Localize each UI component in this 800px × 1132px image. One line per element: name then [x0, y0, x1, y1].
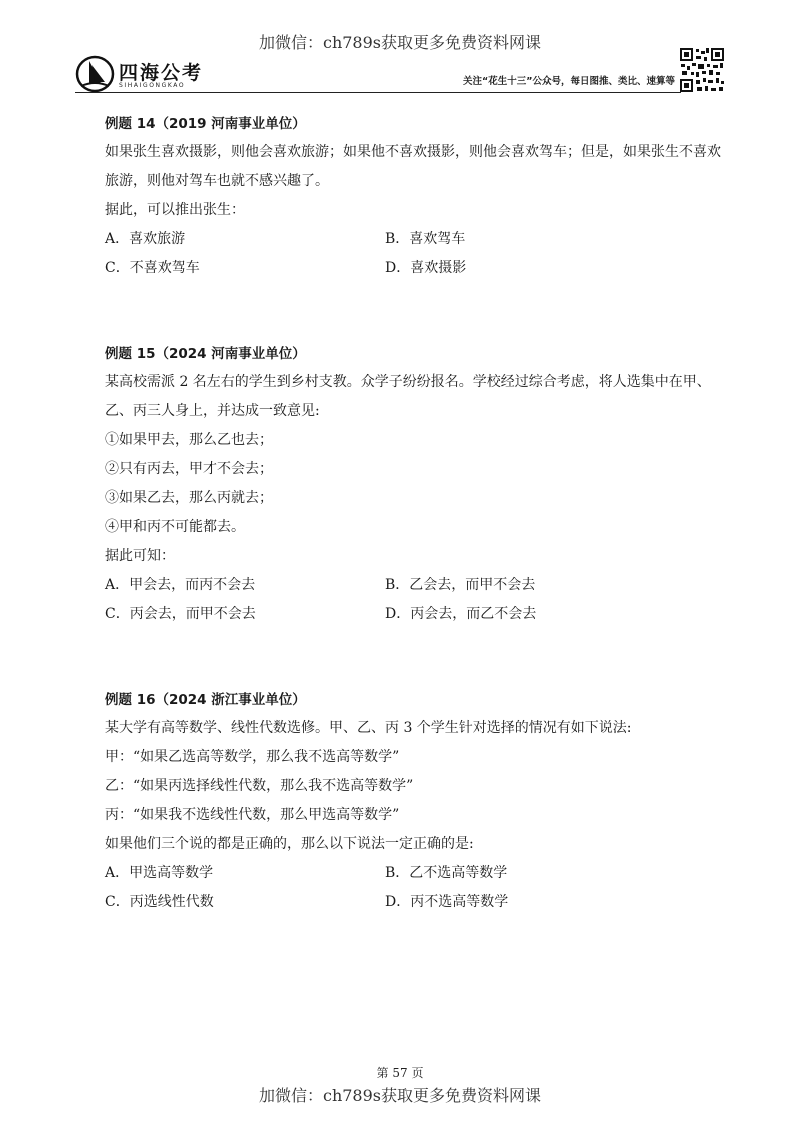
question-prompt: 据此，可以推出张生：	[105, 202, 245, 218]
statement: ③如果乙去，那么丙就去；	[105, 490, 273, 506]
options-row	[105, 254, 725, 283]
option-d: D．丙不选高等数学	[385, 894, 509, 910]
top-watermark: 加微信：ch789s获取更多免费资料网课	[258, 33, 542, 52]
logo-text-en: SIHAIGONGKAO	[119, 82, 186, 89]
question-stem: 某大学有高等数学、线性代数选修。甲、乙、丙 3 个学生针对选择的情况有如下说法:	[105, 720, 632, 736]
page-header	[75, 47, 725, 95]
options-row	[105, 888, 725, 917]
question-stem: 如果张生喜欢摄影，则他会喜欢旅游；如果他不喜欢摄影，则他会喜欢驾车；但是，如果张生不喜欢旅游，则他对驾车也就不感兴趣了。	[105, 144, 721, 189]
question-stem: 某高校需派 2 名左右的学生到乡村支教。众学子纷纷报名。学校经过综合考虑，将人选集中在甲、乙、丙三人身上，并达成一致意见:	[105, 374, 711, 419]
option-c: C．丙选线性代数	[105, 894, 214, 910]
statement: ①如果甲去，那么乙也去；	[105, 432, 273, 448]
question-16	[105, 686, 725, 917]
question-title: 例题 14（2019 河南事业单位）	[105, 116, 306, 132]
option-c: C．丙会去，而甲不会去	[105, 606, 256, 622]
option-d: D．喜欢摄影	[385, 260, 467, 276]
options-row	[105, 859, 725, 888]
question-prompt: 据此可知：	[105, 548, 175, 564]
option-a: A．甲选高等数学	[105, 865, 214, 881]
options-row	[105, 225, 725, 254]
statement: 乙：“如果丙选择线性代数，那么我不选高等数学”	[105, 778, 414, 794]
question-14	[105, 110, 725, 283]
qr-code-icon	[679, 47, 725, 93]
question-15	[105, 340, 725, 629]
logo-text-cn: 四海公考	[119, 62, 204, 84]
option-c: C．不喜欢驾车	[105, 260, 200, 276]
option-b: B．乙不选高等数学	[385, 865, 508, 881]
options-row	[105, 571, 725, 600]
statement: ④甲和丙不可能都去。	[105, 519, 245, 535]
header-rule	[75, 92, 681, 93]
option-b: B．喜欢驾车	[385, 231, 466, 247]
question-title: 例题 16（2024 浙江事业单位）	[105, 692, 306, 708]
sihai-logo	[75, 55, 275, 95]
page-number: 第 57 页	[376, 1066, 424, 1080]
option-a: A．甲会去，而丙不会去	[105, 577, 256, 593]
option-a: A．喜欢旅游	[105, 231, 186, 247]
statement: ②只有丙去，甲才不会去；	[105, 461, 273, 477]
options-row	[105, 600, 725, 629]
bottom-watermark: 加微信：ch789s获取更多免费资料网课	[258, 1086, 542, 1105]
sailboat-logo-icon	[75, 55, 115, 93]
question-title: 例题 15（2024 河南事业单位）	[105, 346, 306, 362]
option-b: B．乙会去，而甲不会去	[385, 577, 536, 593]
option-d: D．丙会去，而乙不会去	[385, 606, 537, 622]
question-prompt: 如果他们三个说的都是正确的，那么以下说法一定正确的是:	[105, 836, 474, 852]
statement: 甲：“如果乙选高等数学，那么我不选高等数学”	[105, 749, 400, 765]
statement: 丙：“如果我不选线性代数，那么甲选高等数学”	[105, 807, 400, 823]
header-tagline: 关注“花生十三”公众号，每日图推、类比、速算等	[463, 76, 675, 87]
